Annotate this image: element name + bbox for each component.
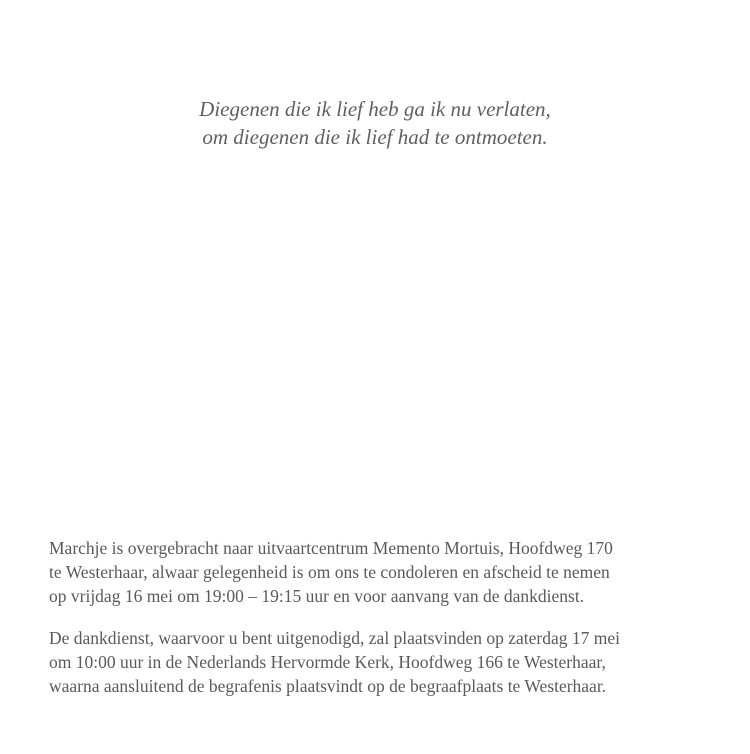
paragraph-line: te Westerhaar, alwaar gelegenheid is om ons te condoleren en afscheid te nemen <box>49 562 610 582</box>
announcement-text <box>49 536 729 698</box>
viewing-paragraph <box>49 536 729 608</box>
quote-line: Diegenen die ik lief heb ga ik nu verlaten, <box>199 97 551 121</box>
quote-line: om diegenen die ik lief had te ontmoeten. <box>202 125 548 149</box>
paragraph-line: Marchje is overgebracht naar uitvaartcentrum Memento Mortuis, Hoofdweg 170 <box>49 538 613 558</box>
paragraph-line: om 10:00 uur in de Nederlands Hervormde Kerk, Hoofdweg 166 te Westerhaar, <box>49 652 606 672</box>
memorial-quote <box>0 95 750 151</box>
paragraph-line: De dankdienst, waarvoor u bent uitgenodigd, zal plaatsvinden op zaterdag 17 mei <box>49 628 621 648</box>
paragraph-line: op vrijdag 16 mei om 19:00 – 19:15 uur en voor aanvang van de dankdienst. <box>49 586 585 606</box>
service-paragraph <box>49 626 729 698</box>
paragraph-line: waarna aansluitend de begrafenis plaatsvindt op de begraafplaats te Westerhaar. <box>49 676 607 696</box>
